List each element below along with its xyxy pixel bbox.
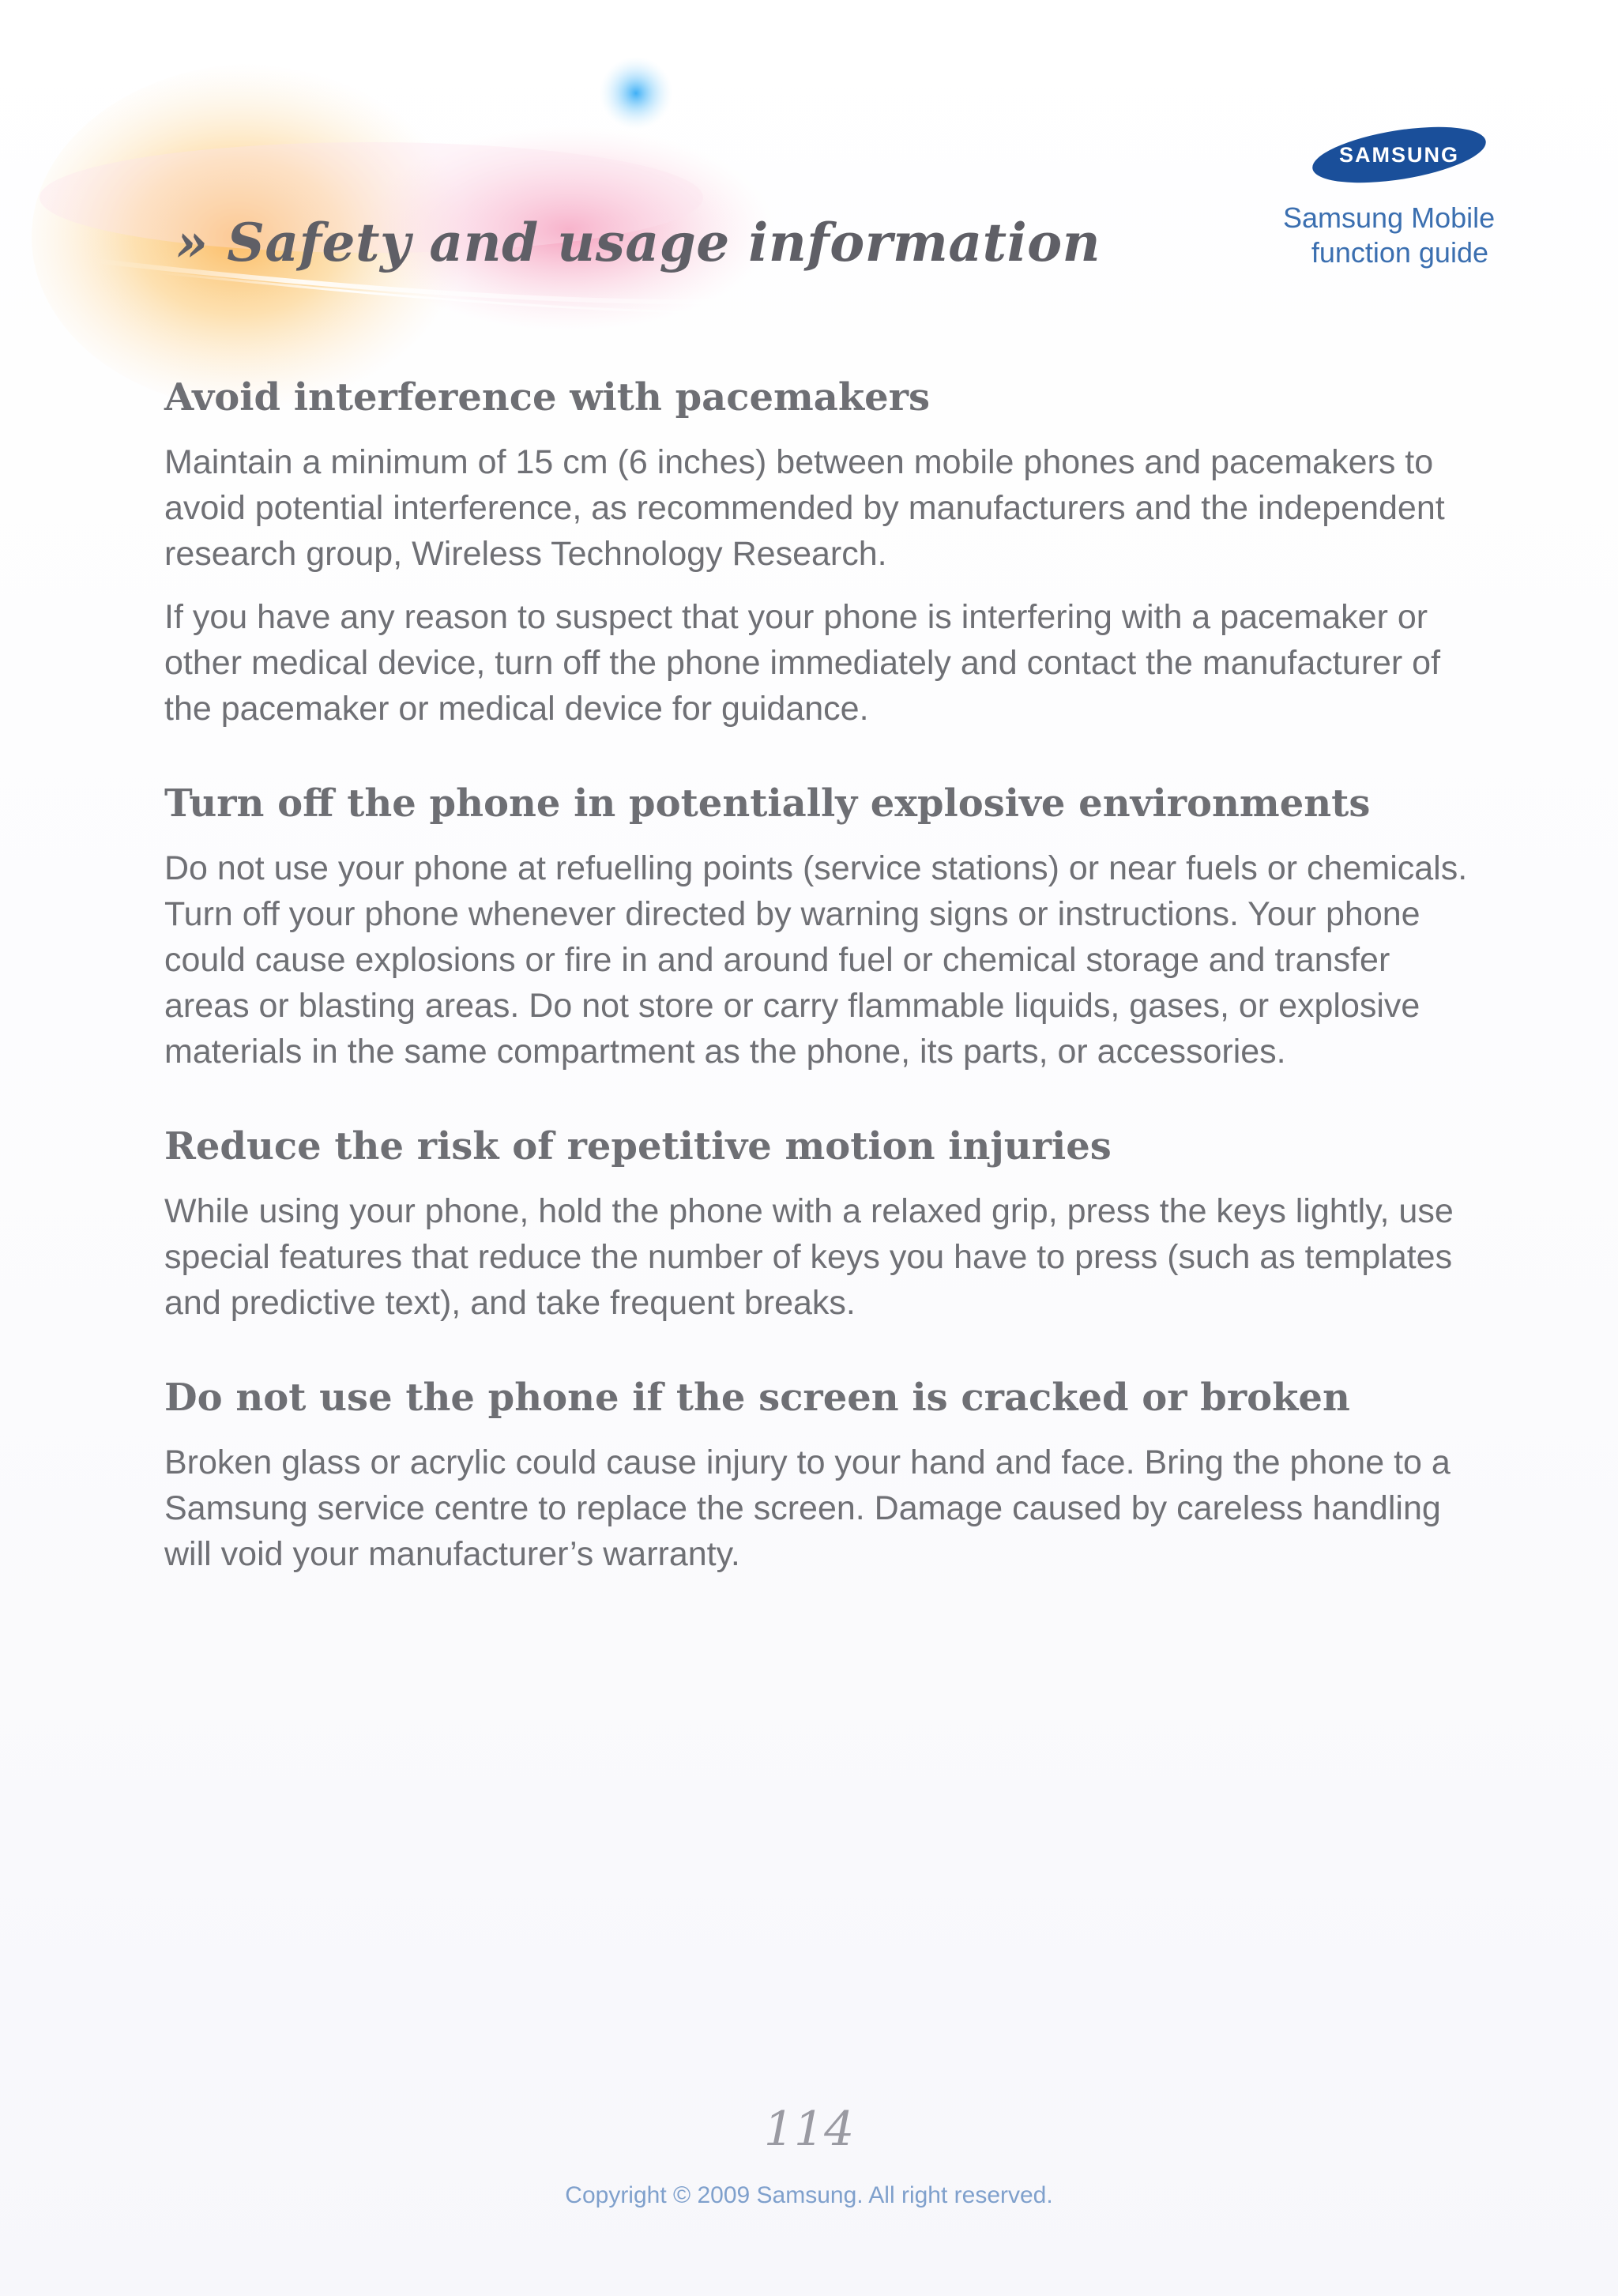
page-number: 114 <box>763 2102 855 2157</box>
paragraph: If you have any reason to suspect that your phone is interfering with a pacemaker or other medical device, turn off the phone immediately and contact the manufacturer of the pacemaker or medical device for guidance. <box>164 598 1441 728</box>
logo-text: SAMSUNG <box>1338 143 1460 167</box>
brand-block <box>1283 125 1496 270</box>
section-heading: Turn off the phone in potentially explosive environments <box>164 781 1371 826</box>
paragraph: Broken glass or acrylic could cause injury to your hand and face. Bring the phone to a Samsung service centre to replace the screen. Damage caused by careless handling will void your manufacturer’s warranty. <box>164 1443 1451 1573</box>
samsung-logo <box>1310 125 1488 185</box>
section-heading: Avoid interference with pacemakers <box>164 375 930 420</box>
section-heading: Reduce the risk of repetitive motion injuries <box>164 1124 1112 1169</box>
section-pacemakers <box>164 371 1468 732</box>
paragraph: Do not use your phone at refuelling points (service stations) or near fuels or chemicals. Turn off your phone whenever directed by warning signs or instructions. Your phone could cause explosions or fire in and around fuel or chemical storage and transfer areas or blasting areas. Do not store or carry flammable liquids, gases, or explosive materials in the same compartment as the phone, its parts, or accessories. <box>164 849 1468 1071</box>
brand-line-2: function guide <box>1311 236 1488 269</box>
section-cracked-screen <box>164 1372 1468 1577</box>
copyright-notice: Copyright © 2009 Samsung. All right reserved. <box>565 2182 1053 2208</box>
section-heading: Do not use the phone if the screen is cracked or broken <box>164 1376 1350 1420</box>
paragraph: Maintain a minimum of 15 cm (6 inches) between mobile phones and pacemakers to avoid potential interference, as recommended by manufacturers and the independent research group, Wireless Technology Research. <box>164 443 1445 573</box>
page-title: » Safety and usage information <box>175 212 1101 273</box>
paragraph: While using your phone, hold the phone with a relaxed grip, press the keys lightly, use special features that reduce the number of keys you have to press (such as templates and predictive text), and take frequent breaks. <box>164 1192 1454 1322</box>
section-repetitive-motion <box>164 1120 1468 1326</box>
brand-line-1: Samsung Mobile <box>1283 201 1496 234</box>
main-content <box>164 371 1468 1623</box>
section-explosive-environments <box>164 777 1468 1075</box>
